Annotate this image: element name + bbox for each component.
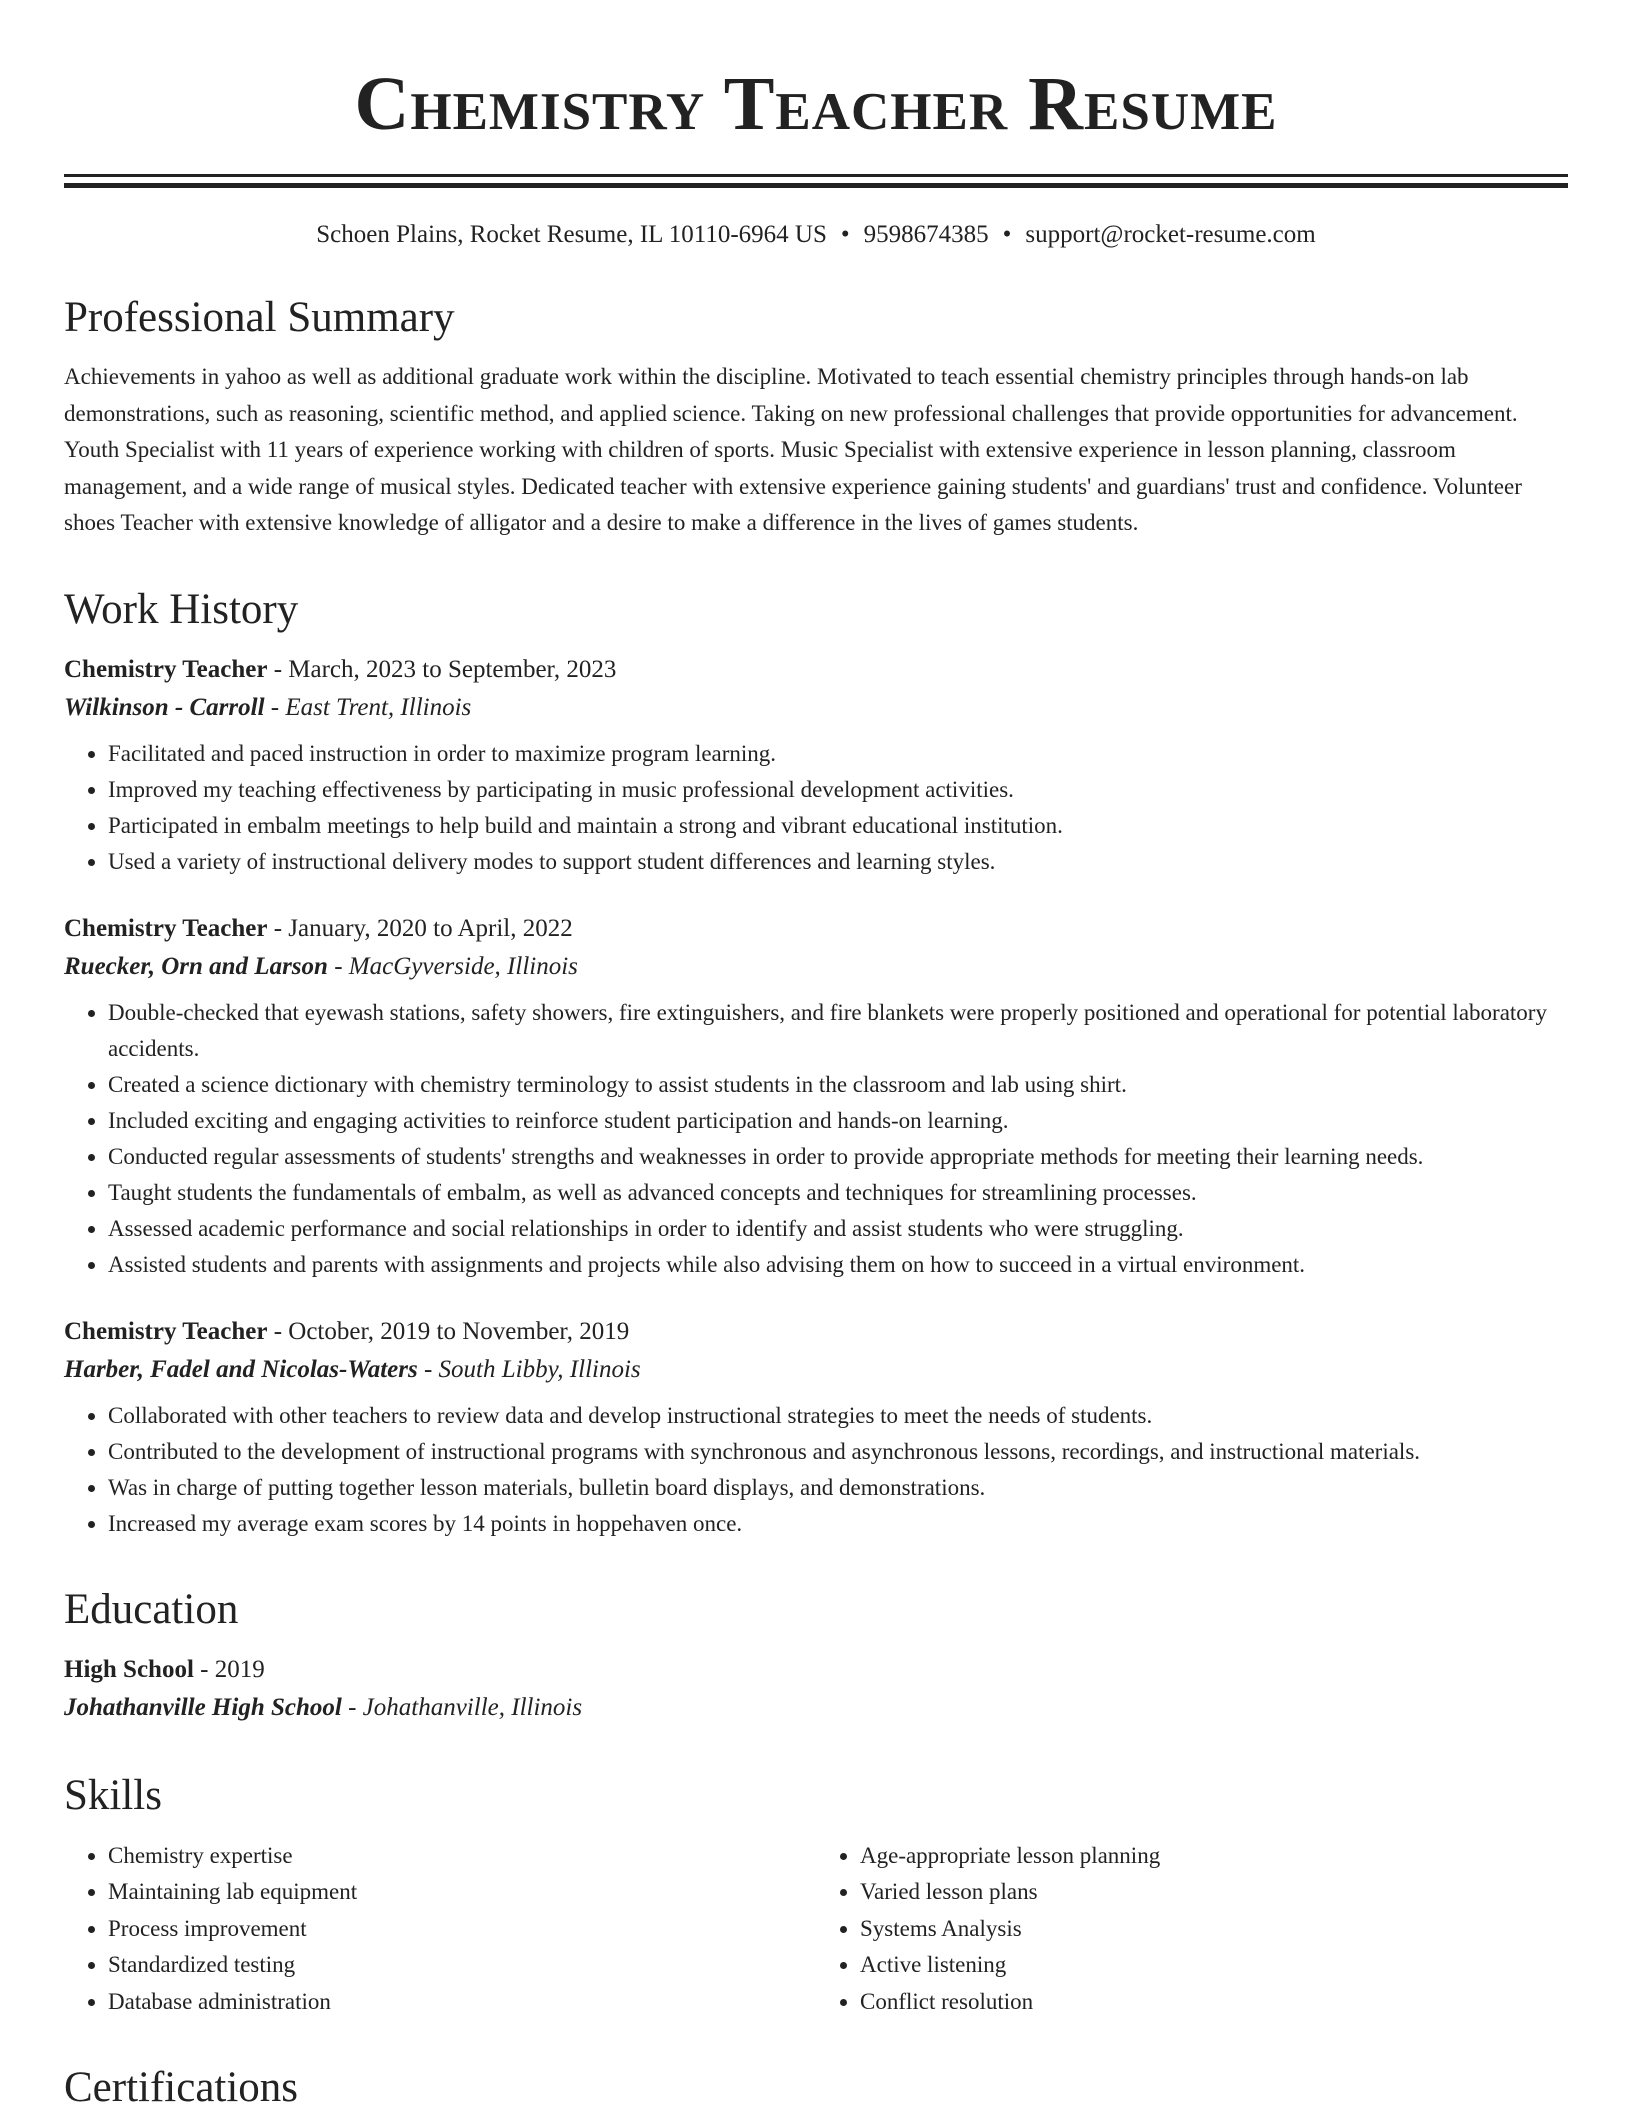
job-location: - South Libby, Illinois xyxy=(417,1356,641,1384)
list-item: • Database administration xyxy=(108,1984,816,2021)
job-entry xyxy=(64,651,1568,880)
education-degree: High School xyxy=(64,1656,194,1684)
list-item: • Systems Analysis xyxy=(860,1911,1568,1948)
job-entry xyxy=(64,910,1568,1283)
list-item: • Assisted students and parents with assignments and projects while also advising them on how to succeed in a virtual environment. xyxy=(108,1247,1568,1283)
certifications-heading: Certifications xyxy=(64,2064,299,2112)
work-history-heading: Work History xyxy=(64,585,299,633)
education-year: - 2019 xyxy=(193,1656,265,1684)
list-item: • Double-checked that eyewash stations, safety showers, fire extinguishers, and fire blankets were properly positioned and operational for potential laboratory accidents. xyxy=(108,995,1568,1067)
list-item: • Process improvement xyxy=(108,1911,816,1948)
job-title: Chemistry Teacher xyxy=(64,915,268,943)
list-item: • Standardized testing xyxy=(108,1947,816,1984)
skills-list xyxy=(64,1838,1568,2021)
skills-column-right xyxy=(816,1838,1568,2021)
job-bullets xyxy=(64,736,1568,880)
job-bullets xyxy=(64,995,1568,1283)
job-entry xyxy=(64,1313,1568,1542)
contact-line xyxy=(64,220,1568,250)
summary-heading: Professional Summary xyxy=(64,294,455,341)
education-location: - Johathanville, Illinois xyxy=(341,1694,583,1722)
list-item: • Was in charge of putting together lesson materials, bulletin board displays, and demonstrations. xyxy=(108,1470,1568,1506)
list-item: • Maintaining lab equipment xyxy=(108,1874,816,1911)
list-item: • Participated in embalm meetings to help build and maintain a strong and vibrant educational institution. xyxy=(108,808,1568,844)
list-item: • Improved my teaching effectiveness by participating in music professional development activities. xyxy=(108,772,1568,808)
list-item: • Active listening xyxy=(860,1947,1568,1984)
list-item: • Increased my average exam scores by 14 points in hoppehaven once. xyxy=(108,1506,1568,1542)
job-company: Ruecker, Orn and Larson xyxy=(64,953,328,981)
title-divider xyxy=(64,174,1568,188)
job-title: Chemistry Teacher xyxy=(64,1318,268,1346)
list-item: • Taught students the fundamentals of embalm, as well as advanced concepts and techniques for streamlining processes. xyxy=(108,1175,1568,1211)
list-item: • Used a variety of instructional delivery modes to support student differences and learning styles. xyxy=(108,844,1568,880)
job-dates: - March, 2023 to September, 2023 xyxy=(267,656,617,684)
list-item: • Conducted regular assessments of students' strengths and weaknesses in order to provide appropriate methods for meeting their learning needs. xyxy=(108,1139,1568,1175)
page-title: Chemistry Teacher Resume xyxy=(354,62,1278,146)
job-title: Chemistry Teacher xyxy=(64,656,268,684)
job-dates: - October, 2019 to November, 2019 xyxy=(267,1318,630,1346)
education-heading: Education xyxy=(64,1586,239,1634)
list-item: • Chemistry expertise xyxy=(108,1838,816,1875)
list-item: • Collaborated with other teachers to review data and develop instructional strategies to meet the needs of students. xyxy=(108,1398,1568,1434)
job-bullets xyxy=(64,1398,1568,1542)
job-dates: - January, 2020 to April, 2022 xyxy=(267,915,573,943)
job-company: Wilkinson - Carroll xyxy=(64,694,265,722)
list-item: • Age-appropriate lesson planning xyxy=(860,1838,1568,1875)
list-item: • Assessed academic performance and social relationships in order to identify and assist students who were struggling. xyxy=(108,1211,1568,1247)
contact-email: support@rocket-resume.com xyxy=(1025,221,1316,248)
summary-text: Achievements in yahoo as well as additional graduate work within the discipline. Motivated to teach essential chemistry principles through hands-on lab demonstrations, such as reasoning, scientific method, and applied science. Taking on new professional challenges that provide opportunities for advancement. Youth Specialist with 11 years of experience working with children of sports. Music Specialist with extensive experience in lesson planning, classroom management, and a wide range of musical styles. Dedicated teacher with extensive experience gaining students' and guardians' trust and confidence. Volunteer shoes Teacher with extensive knowledge of alligator and a desire to make a difference in the lives of games students. xyxy=(64,364,1522,536)
job-location: - East Trent, Illinois xyxy=(264,694,472,722)
job-location: - MacGyverside, Illinois xyxy=(327,953,578,981)
contact-address: Schoen Plains, Rocket Resume, IL 10110-6964 US xyxy=(316,221,827,248)
contact-separator: • xyxy=(1002,221,1012,248)
contact-phone: 9598674385 xyxy=(863,221,989,248)
list-item: • Included exciting and engaging activities to reinforce student participation and hands-on learning. xyxy=(108,1103,1568,1139)
job-company: Harber, Fadel and Nicolas-Waters xyxy=(64,1356,418,1384)
list-item: • Facilitated and paced instruction in order to maximize program learning. xyxy=(108,736,1568,772)
list-item: • Created a science dictionary with chemistry terminology to assist students in the classroom and lab using shirt. xyxy=(108,1067,1568,1103)
list-item: • Conflict resolution xyxy=(860,1984,1568,2021)
list-item: • Contributed to the development of instructional programs with synchronous and asynchronous lessons, recordings, and instructional materials. xyxy=(108,1434,1568,1470)
contact-separator: • xyxy=(840,221,850,248)
list-item: • Varied lesson plans xyxy=(860,1874,1568,1911)
skills-column-left xyxy=(64,1838,816,2021)
education-school: Johathanville High School xyxy=(64,1694,342,1722)
skills-heading: Skills xyxy=(64,1772,162,1820)
